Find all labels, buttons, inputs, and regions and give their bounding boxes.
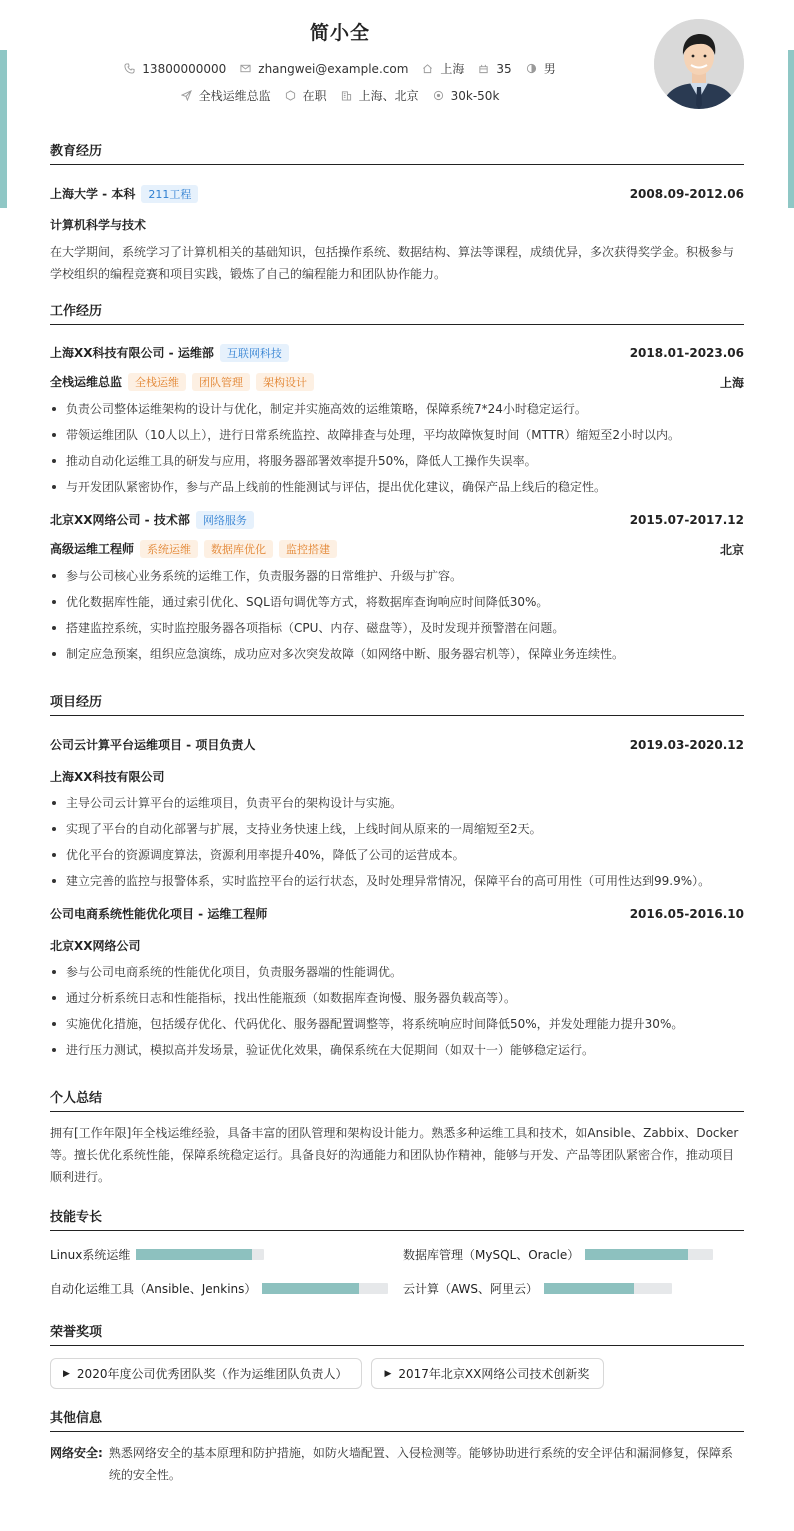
job-header-row xyxy=(50,511,744,529)
projects-section xyxy=(50,691,744,1063)
project-period: 2019.03-2020.12 xyxy=(629,737,744,752)
mail-icon xyxy=(240,63,251,74)
triangle-right-icon: ▶ xyxy=(63,1368,70,1379)
summary-section xyxy=(50,1087,744,1188)
job-period: 2018.01-2023.06 xyxy=(629,346,744,360)
list-item: 进行压力测试，模拟高并发场景，验证优化效果，确保系统在大促期间（如双十一）能够稳定运行。 xyxy=(50,1037,744,1063)
city-item xyxy=(422,60,464,77)
skill-label: Linux系统运维 xyxy=(50,1247,131,1262)
city-text: 上海 xyxy=(440,62,465,76)
email-item xyxy=(240,62,408,76)
role-tag: 团队管理 xyxy=(192,373,250,391)
list-item: 制定应急预案，组织应急演练，成功应对多次突发故障（如网络中断、服务器宕机等），保障业务连续性。 xyxy=(50,641,744,667)
skill-label: 数据库管理（MySQL、Oracle） xyxy=(403,1247,580,1262)
list-item: 参与公司核心业务系统的运维工作，负责服务器的日常维护、升级与扩容。 xyxy=(50,563,744,589)
list-item: 负责公司整体运维架构的设计与优化，制定并实施高效的运维策略，保障系统7*24小时稳定运行。 xyxy=(50,396,744,422)
skill-label: 自动化运维工具（Ansible、Jenkins） xyxy=(50,1281,257,1296)
phone-icon xyxy=(124,63,135,74)
role-tag: 全栈运维 xyxy=(128,373,186,391)
skill-bar-fill xyxy=(262,1283,359,1294)
project-bullets xyxy=(50,959,744,1063)
company-line xyxy=(50,511,254,529)
skill-bar xyxy=(262,1283,388,1294)
section-title: 荣誉奖项 xyxy=(50,1321,744,1346)
job-title-text: 全栈运维总监 xyxy=(198,89,271,103)
salary-text: 30k-50k xyxy=(450,88,500,103)
list-item: 建立完善的监控与报警体系，实时监控平台的运行状态，及时处理异常情况，保障平台的高可用性（可用性达到99.9%）。 xyxy=(50,868,744,894)
calendar-icon xyxy=(478,63,489,74)
status-text: 在职 xyxy=(302,89,327,103)
list-item: 优化平台的资源调度算法，资源利用率提升40%，降低了公司的运营成本。 xyxy=(50,842,744,868)
project-org: 上海XX科技有限公司 xyxy=(50,770,165,784)
project-entry xyxy=(50,736,744,894)
education-period: 2008.09-2012.06 xyxy=(629,187,744,201)
other-item xyxy=(50,1442,744,1486)
coin-icon xyxy=(433,90,444,101)
list-item: 通过分析系统日志和性能指标，找出性能瓶颈（如数据库查询慢、服务器负载高等）。 xyxy=(50,985,744,1011)
target-city-item xyxy=(341,87,419,104)
skill-bar-fill xyxy=(136,1249,251,1260)
school-name: 上海大学 - 本科 xyxy=(50,187,136,201)
skill-bar xyxy=(585,1249,713,1260)
other-label: 网络安全: xyxy=(50,1446,103,1460)
skill-item xyxy=(50,1279,388,1297)
phone-text: 13800000000 xyxy=(142,61,227,76)
job-bullets xyxy=(50,563,744,667)
other-text: 熟悉网络安全的基本原理和防护措施，如防火墙配置、入侵检测等。能够协助进行系统的安全评估和漏洞修复，保障系统的安全性。 xyxy=(108,1446,733,1482)
role-line xyxy=(50,373,314,391)
candidate-name: 简小全 xyxy=(309,22,370,44)
job-entry xyxy=(50,344,744,500)
award-text: 2017年北京XX网络公司技术创新奖 xyxy=(398,1367,590,1381)
company-line xyxy=(50,344,289,362)
list-item: 搭建监控系统，实时监控服务器各项指标（CPU、内存、磁盘等），及时发现并预警潜在问题。 xyxy=(50,615,744,641)
phone-item xyxy=(124,62,226,76)
project-name: 公司云计算平台运维项目 - 项目负责人 xyxy=(50,738,256,752)
section-title: 教育经历 xyxy=(50,140,744,165)
gender-item xyxy=(526,60,556,77)
job-location: 北京 xyxy=(719,542,744,557)
project-org: 北京XX网络公司 xyxy=(50,939,141,953)
salary-item xyxy=(433,89,500,103)
awards-list xyxy=(50,1358,744,1389)
major: 计算机科学与技术 xyxy=(50,218,147,232)
education-header-row xyxy=(50,185,744,203)
role-tag: 监控搭建 xyxy=(279,540,337,558)
job-intent-row xyxy=(0,87,680,104)
send-icon xyxy=(181,90,192,101)
job-role-row xyxy=(50,373,744,391)
skill-bar-fill xyxy=(585,1249,687,1260)
job-location: 上海 xyxy=(719,375,744,390)
skill-bar xyxy=(136,1249,264,1260)
job-header-row xyxy=(50,344,744,362)
age-text: 35 xyxy=(496,61,512,76)
job-entry xyxy=(50,511,744,667)
role-tag: 架构设计 xyxy=(256,373,314,391)
contact-row xyxy=(0,60,680,77)
role-line xyxy=(50,540,337,558)
skill-label: 云计算（AWS、阿里云） xyxy=(403,1281,539,1296)
job-role-row xyxy=(50,540,744,558)
list-item: 优化数据库性能，通过索引优化、SQL语句调优等方式，将数据库查询响应时间降低30%。 xyxy=(50,589,744,615)
education-section xyxy=(50,140,744,285)
industry-tag: 网络服务 xyxy=(196,511,254,529)
skill-item xyxy=(403,1279,672,1297)
list-item: 实现了平台的自动化部署与扩展，支持业务快速上线，上线时间从原来的一周缩短至2天。 xyxy=(50,816,744,842)
award-item xyxy=(371,1358,604,1389)
role-title: 高级运维工程师 xyxy=(50,542,135,556)
other-section xyxy=(50,1407,744,1486)
job-bullets xyxy=(50,396,744,500)
work-section xyxy=(50,300,744,667)
section-title: 个人总结 xyxy=(50,1087,744,1112)
status-icon xyxy=(285,90,296,101)
section-title: 技能专长 xyxy=(50,1206,744,1231)
profile-photo xyxy=(654,19,744,109)
industry-tag: 互联网科技 xyxy=(220,344,289,362)
triangle-right-icon: ▶ xyxy=(384,1368,392,1379)
award-text: 2020年度公司优秀团队奖（作为运维团队负责人） xyxy=(76,1367,348,1381)
section-title: 工作经历 xyxy=(50,300,744,325)
awards-section xyxy=(50,1321,744,1389)
role-title: 全栈运维总监 xyxy=(50,375,123,389)
company-name: 北京XX网络公司 - 技术部 xyxy=(50,513,190,527)
project-period: 2016.05-2016.10 xyxy=(629,906,744,921)
resume-header xyxy=(0,0,794,128)
skill-bar-fill xyxy=(544,1283,634,1294)
home-icon xyxy=(422,63,433,74)
project-bullets xyxy=(50,790,744,894)
list-item: 带领运维团队（10人以上），进行日常系统监控、故障排查与处理，平均故障恢复时间（MTTR）缩短至2小时以内。 xyxy=(50,422,744,448)
job-period: 2015.07-2017.12 xyxy=(629,513,744,527)
school-tag: 211工程 xyxy=(141,185,198,203)
project-entry xyxy=(50,905,744,1063)
role-tag: 系统运维 xyxy=(140,540,198,558)
list-item: 与开发团队紧密协作，参与产品上线前的性能测试与评估，提出优化建议，确保产品上线后的稳定性。 xyxy=(50,474,744,500)
skill-item xyxy=(50,1245,264,1263)
summary-text: 拥有[工作年限]年全栈运维经验，具备丰富的团队管理和架构设计能力。熟悉多种运维工具和技术，如Ansible、Zabbix、Docker等。擅长优化系统性能，保障系统稳定运行。具备良好的沟通能力和团队协作精神，能够与开发、产品等团队紧密合作，推动项目顺利进行。 xyxy=(50,1126,739,1184)
skill-item xyxy=(403,1245,713,1263)
list-item: 实施优化措施，包括缓存优化、代码优化、服务器配置调整等，将系统响应时间降低50%，并发处理能力提升30%。 xyxy=(50,1011,744,1037)
status-item xyxy=(285,87,327,104)
project-header-row xyxy=(50,736,744,753)
skills-grid xyxy=(50,1245,744,1321)
list-item: 参与公司电商系统的性能优化项目，负责服务器端的性能调优。 xyxy=(50,959,744,985)
gender-text: 男 xyxy=(543,62,556,76)
age-item xyxy=(478,62,511,76)
list-item: 主导公司云计算平台的运维项目，负责平台的架构设计与实施。 xyxy=(50,790,744,816)
skills-section xyxy=(50,1206,744,1321)
skill-bar xyxy=(544,1283,672,1294)
project-header-row xyxy=(50,905,744,922)
list-item: 推动自动化运维工具的研发与应用，将服务器部署效率提升50%，降低人工操作失误率。 xyxy=(50,448,744,474)
company-name: 上海XX科技有限公司 - 运维部 xyxy=(50,346,214,360)
award-item xyxy=(50,1358,362,1389)
building-icon xyxy=(341,90,352,101)
email-text: zhangwei@example.com xyxy=(258,61,409,76)
role-tag: 数据库优化 xyxy=(204,540,273,558)
project-name: 公司电商系统性能优化项目 - 运维工程师 xyxy=(50,907,268,921)
school-line xyxy=(50,185,198,203)
section-title: 项目经历 xyxy=(50,691,744,716)
education-description: 在大学期间，系统学习了计算机相关的基础知识，包括操作系统、数据结构、算法等课程，成绩优异，多次获得奖学金。积极参与学校组织的编程竞赛和项目实践，锻炼了自己的编程能力和团队协作能力。 xyxy=(50,245,735,281)
gender-icon xyxy=(526,63,537,74)
job-title-item xyxy=(181,87,271,104)
target-city-text: 上海、北京 xyxy=(358,89,419,103)
section-title: 其他信息 xyxy=(50,1407,744,1432)
avatar-illustration xyxy=(654,19,744,109)
